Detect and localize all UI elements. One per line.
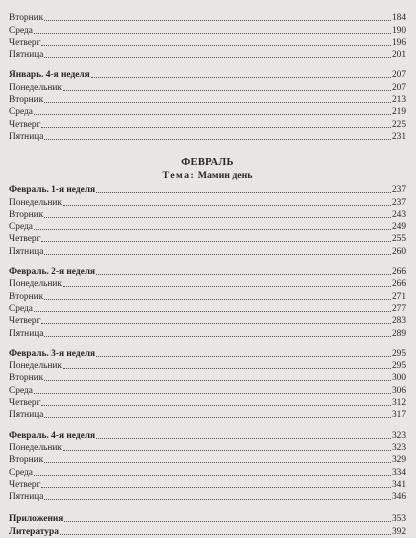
toc-page-number: 334	[391, 467, 406, 478]
toc-entry	[9, 372, 406, 384]
toc-page-number: 184	[391, 13, 406, 24]
toc-heading-label: Февраль. 4-я неделя	[9, 430, 96, 441]
toc-entry	[9, 221, 406, 233]
toc-week-heading	[9, 184, 406, 196]
toc-page-number: 312	[391, 398, 406, 409]
toc-entry	[9, 131, 406, 143]
toc-entry	[9, 37, 406, 49]
dot-leader	[34, 474, 391, 476]
dot-leader	[60, 533, 391, 535]
dot-leader	[44, 379, 391, 381]
dot-leader	[34, 32, 391, 34]
dot-leader	[34, 310, 391, 312]
dot-leader	[34, 228, 391, 230]
dot-leader	[96, 437, 391, 439]
toc-entry	[9, 196, 406, 208]
toc-page-number: 289	[391, 328, 406, 339]
toc-page-number: 323	[391, 442, 406, 453]
toc-page-number: 190	[391, 25, 406, 36]
toc-page-number: 207	[391, 82, 406, 93]
toc-entry	[9, 24, 406, 36]
dot-leader	[63, 89, 391, 91]
toc-entry	[9, 233, 406, 245]
toc-page-number: 231	[391, 131, 406, 142]
toc-page-number: 353	[391, 514, 406, 525]
dot-leader	[44, 138, 391, 140]
toc-heading-label: Приложения	[9, 514, 64, 525]
toc-entry-label: Вторник	[9, 209, 44, 220]
toc-entry	[9, 118, 406, 130]
toc-entry-label: Четверг	[9, 479, 41, 490]
toc-page-number: 295	[391, 361, 406, 372]
toc-entry-label: Понедельник	[9, 442, 62, 453]
toc-entry-label: Пятница	[9, 50, 44, 61]
toc-appendix-entry	[9, 513, 406, 525]
dot-leader	[44, 56, 391, 58]
dot-leader	[44, 461, 391, 463]
toc-page-number: 277	[391, 303, 406, 314]
toc-entry-label: Среда	[9, 222, 33, 233]
dot-leader	[41, 404, 391, 406]
toc-page-number: 271	[391, 291, 406, 302]
toc-page-number: 225	[391, 119, 406, 130]
toc-heading-label: Литература	[9, 526, 59, 537]
toc-page-number: 243	[391, 209, 406, 220]
month-title: ФЕВРАЛЬ	[181, 156, 234, 168]
toc-entry-label: Понедельник	[9, 279, 62, 290]
toc-entry-label: Четверг	[9, 398, 41, 409]
dot-leader	[63, 367, 391, 369]
toc-entry	[9, 303, 406, 315]
toc-page-number: 255	[391, 234, 406, 245]
toc-page-number: 392	[391, 526, 406, 537]
dot-leader	[64, 520, 391, 522]
toc-page-number: 317	[391, 410, 406, 421]
toc-entry-label: Пятница	[9, 246, 44, 257]
toc-entry-label: Вторник	[9, 373, 44, 384]
toc-page-number: 341	[391, 479, 406, 490]
dot-leader	[96, 355, 391, 357]
toc-entry	[9, 106, 406, 118]
dot-leader	[41, 126, 391, 128]
theme-name: Мамин день	[197, 169, 253, 181]
dot-leader	[63, 449, 391, 451]
toc-page-number: 213	[391, 95, 406, 106]
dot-leader	[44, 498, 391, 500]
toc-entry	[9, 290, 406, 302]
toc-heading-label: Январь. 4-я неделя	[9, 70, 90, 81]
toc-entry-label: Среда	[9, 385, 33, 396]
toc-entry-label: Четверг	[9, 234, 41, 245]
dot-leader	[34, 113, 391, 115]
toc-heading-label: Февраль. 3-я неделя	[9, 348, 96, 359]
toc-page-number: 237	[391, 185, 406, 196]
dot-leader	[44, 19, 391, 21]
toc-entry	[9, 49, 406, 61]
toc-entry-label: Среда	[9, 107, 33, 118]
toc-page-number: 283	[391, 316, 406, 327]
toc-entry-label: Четверг	[9, 37, 41, 48]
toc-entry	[9, 245, 406, 257]
toc-entry	[9, 12, 406, 24]
toc-entry	[9, 479, 406, 491]
toc-week-heading	[9, 429, 406, 441]
toc-page-number: 306	[391, 385, 406, 396]
toc-entry-label: Вторник	[9, 95, 44, 106]
toc-entry-label: Вторник	[9, 291, 44, 302]
toc-entry	[9, 209, 406, 221]
toc-page-number: 249	[391, 222, 406, 233]
toc-page-number: 237	[391, 197, 406, 208]
toc-literature-entry	[9, 525, 406, 537]
toc-section-february-week4	[9, 429, 406, 503]
toc-entry	[9, 94, 406, 106]
dot-leader	[44, 416, 391, 418]
theme-label: Тема:	[162, 169, 196, 181]
toc-heading-label: Февраль. 1-я неделя	[9, 185, 96, 196]
toc-entry-label: Понедельник	[9, 197, 62, 208]
dot-leader	[41, 322, 391, 324]
toc-entry-label: Пятница	[9, 492, 44, 503]
toc-section-backmatter	[9, 513, 406, 538]
toc-page-number: 207	[391, 70, 406, 81]
toc-entry	[9, 278, 406, 290]
toc-section-top	[9, 0, 406, 61]
spacer	[9, 421, 406, 429]
toc-page-number: 196	[391, 37, 406, 48]
dot-leader	[91, 76, 391, 78]
toc-heading-label: Февраль. 2-я неделя	[9, 267, 96, 278]
toc-entry-label: Четверг	[9, 119, 41, 130]
dot-leader	[44, 253, 391, 255]
toc-entry-label: Пятница	[9, 410, 44, 421]
toc-page-number: 219	[391, 107, 406, 118]
toc-page-number: 323	[391, 430, 406, 441]
toc-entry	[9, 315, 406, 327]
toc-section-february-week1	[9, 184, 406, 258]
spacer	[9, 340, 406, 348]
toc-entry	[9, 491, 406, 503]
toc-entry	[9, 466, 406, 478]
toc-entry	[9, 81, 406, 93]
dot-leader	[63, 285, 391, 287]
dot-leader	[96, 273, 391, 275]
dot-leader	[44, 216, 391, 218]
toc-page-number: 346	[391, 492, 406, 503]
toc-entry-label: Вторник	[9, 13, 44, 24]
toc-section-february-week2	[9, 266, 406, 340]
toc-page-number: 266	[391, 279, 406, 290]
toc-page-number: 329	[391, 455, 406, 466]
toc-entry-label: Вторник	[9, 455, 44, 466]
spacer	[9, 503, 406, 513]
toc-entry	[9, 397, 406, 409]
spacer	[9, 258, 406, 266]
dot-leader	[41, 44, 391, 46]
toc-entry	[9, 454, 406, 466]
toc-entry-label: Понедельник	[9, 361, 62, 372]
dot-leader	[44, 101, 391, 103]
toc-entry-label: Среда	[9, 467, 33, 478]
toc-page-number: 295	[391, 348, 406, 359]
toc-entry-label: Четверг	[9, 316, 41, 327]
toc-entry	[9, 384, 406, 396]
toc-entry	[9, 409, 406, 421]
toc-page-number: 300	[391, 373, 406, 384]
toc-entry	[9, 442, 406, 454]
dot-leader	[63, 204, 391, 206]
dot-leader	[41, 240, 391, 242]
dot-leader	[96, 191, 391, 193]
toc-entry-label: Пятница	[9, 328, 44, 339]
toc-section-february-week3	[9, 348, 406, 422]
toc-week-heading	[9, 69, 406, 81]
dot-leader	[44, 335, 391, 337]
toc-section-january-week4	[9, 69, 406, 143]
theme-line	[9, 170, 406, 184]
toc-page-number: 266	[391, 267, 406, 278]
toc-page-number: 201	[391, 50, 406, 61]
toc-entry-label: Понедельник	[9, 82, 62, 93]
toc-entry-label: Среда	[9, 303, 33, 314]
dot-leader	[41, 486, 391, 488]
toc-entry-label: Пятница	[9, 131, 44, 142]
toc-page-number: 260	[391, 246, 406, 257]
dot-leader	[34, 392, 391, 394]
dot-leader	[44, 298, 391, 300]
toc-entry	[9, 327, 406, 339]
toc-week-heading	[9, 348, 406, 360]
toc-week-heading	[9, 266, 406, 278]
spacer	[9, 61, 406, 69]
toc-entry	[9, 360, 406, 372]
toc-entry-label: Среда	[9, 25, 33, 36]
